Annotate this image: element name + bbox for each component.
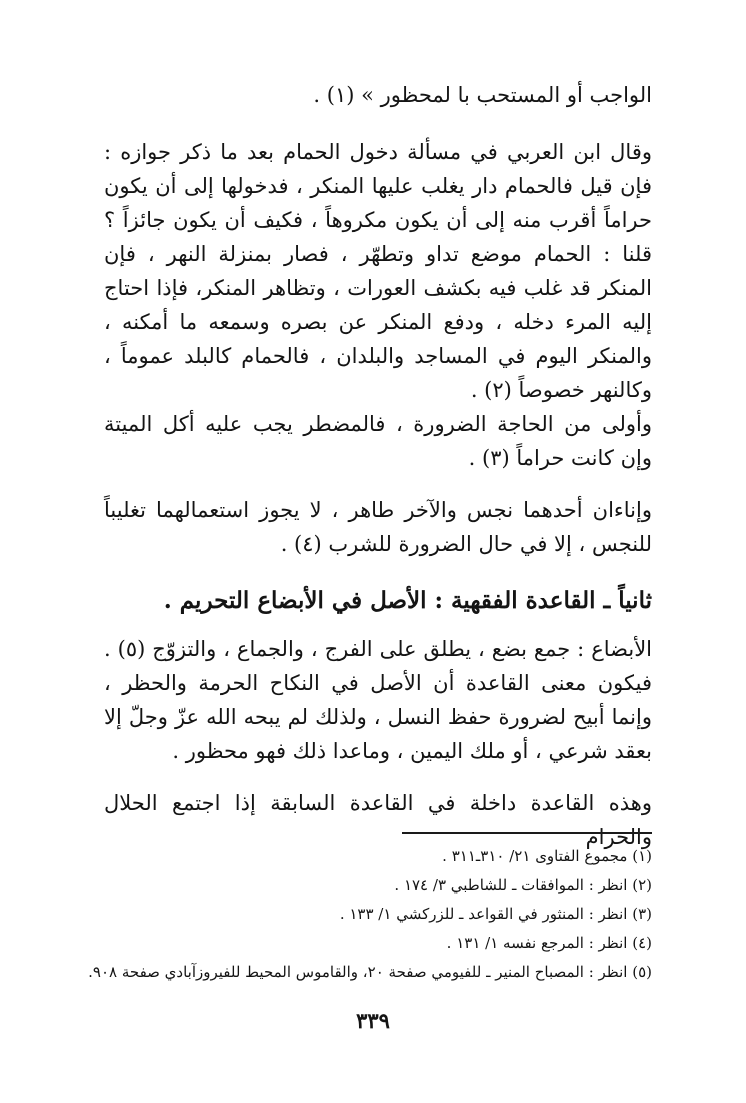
page-number: ٣٣٩ (356, 1008, 390, 1033)
footnote-separator (402, 832, 652, 834)
paragraph-3: وأولى من الحاجة الضرورة ، فالمضطر يجب عليه أكل الميتة وإن كانت حراماً (٣) . (104, 412, 652, 470)
footnote-3: (٣) انظر : المنثور في القواعد ـ للزركشي ١/ ١٣٣ . (339, 905, 652, 923)
footnote-1: (١) مجموع الفتاوى ٢١/ ٣١٠ـ٣١١ . (442, 847, 652, 865)
paragraph-1: الواجب أو المستحب با لمحظور » (١) . (313, 83, 652, 107)
paragraph-5: الأبضاع : جمع بضع ، يطلق على الفرج ، والجماع ، والتزوّج (٥) . فيكون معنى القاعدة أن الأصل في النكاح الحرمة والحظر ، وإنما أبيح لضرورة حفظ النسل ، ولذلك لم يبحه الله عزّ وجلّ إلا بعقد شرعي ، أو ملك اليمين ، وماعدا ذلك فهو محظور . (104, 637, 653, 763)
paragraph-2: وقال ابن العربي في مسألة دخول الحمام بعد ما ذكر جوازه : فإن قيل فالحمام دار يغلب عليها المنكر ، فدخولها إلى أن يكون حراماً أقرب منه إلى أن يكون مكروهاً ، فكيف أن يكون جائزاً ؟ قلنا : الحمام موضع تداو وتطهّر ، فصار بمنزلة النهر ، فإن المنكر قد غلب فيه بكشف العورات ، وتظاهر المنكر، فإذا احتاج إليه المرء دخله ، ودفع المنكر عن بصره وسمعه ما أمكنه ، والمنكر اليوم في المساجد والبلدان ، فالحمام كالبلد عموماً ، وكالنهر خصوصاً (٢) . (104, 140, 652, 402)
section-heading: ثانياً ـ القاعدة الفقهية : الأصل في الأبضاع التحريم . (163, 587, 652, 614)
footnote-5: (٥) انظر : المصباح المنير ـ للفيومي صفحة ٢٠، والقاموس المحيط للفيروزآبادي صفحة ٩٠٨. (88, 963, 652, 981)
paragraph-4: وإناءان أحدهما نجس والآخر طاهر ، لا يجوز استعمالهما تغليباً للنجس ، إلا في حال الضرورة للشرب (٤) . (104, 498, 652, 556)
paragraph-6: وهذه القاعدة داخلة في القاعدة السابقة إذا اجتمع الحلال والحرام (104, 791, 652, 849)
footnote-4: (٤) انظر : المرجع نفسه ١/ ١٣١ . (446, 934, 652, 952)
footnote-2: (٢) انظر : الموافقات ـ للشاطبي ٣/ ١٧٤ . (394, 876, 652, 894)
footnotes-list (88, 842, 652, 987)
